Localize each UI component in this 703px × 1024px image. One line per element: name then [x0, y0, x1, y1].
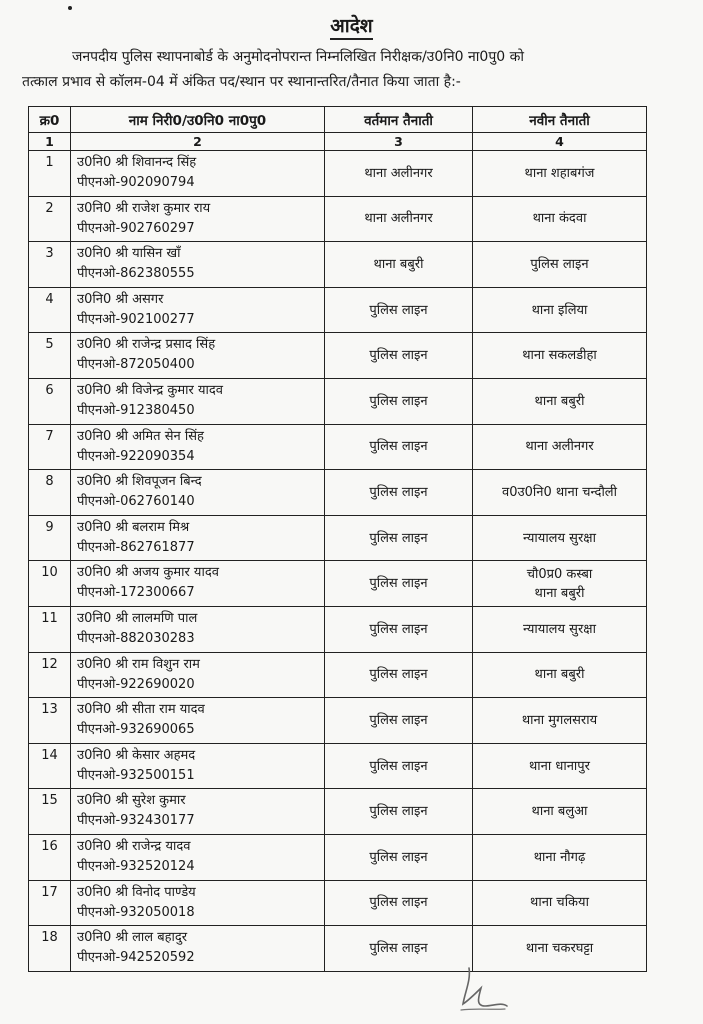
- current-posting-cell: पुलिस लाइन: [325, 789, 473, 835]
- serial-cell: 3: [29, 242, 71, 288]
- new-posting-cell: [473, 789, 647, 835]
- document-title: [0, 12, 703, 38]
- officer-pno: पीएनओ-902100277: [77, 311, 195, 327]
- table-body: [29, 151, 647, 972]
- column-number-2: 2: [71, 133, 325, 151]
- officer-cell: [71, 880, 325, 926]
- current-posting-cell: पुलिस लाइन: [325, 834, 473, 880]
- new-posting-line-1: थाना चकिया: [530, 895, 589, 911]
- new-posting-line-1: थाना कंदवा: [532, 211, 587, 227]
- table-row: [29, 926, 647, 972]
- serial-cell: 11: [29, 606, 71, 652]
- new-posting-line-1: पुलिस लाइन: [530, 256, 589, 272]
- new-posting-cell: [473, 515, 647, 561]
- new-posting-cell: [473, 470, 647, 516]
- table-row: [29, 652, 647, 698]
- current-posting-cell: पुलिस लाइन: [325, 926, 473, 972]
- intro-line-1: जनपदीय पुलिस स्थापनाबोर्ड के अनुमोदनोपरान्त निम्नलिखित निरीक्षक/उ0नि0 ना0पु0 को: [72, 49, 524, 65]
- serial-cell: 17: [29, 880, 71, 926]
- officer-cell: [71, 515, 325, 561]
- officer-pno: पीएनओ-882030283: [77, 630, 195, 646]
- serial-cell: 16: [29, 834, 71, 880]
- table-row: [29, 606, 647, 652]
- new-posting-cell: [473, 834, 647, 880]
- current-posting-cell: पुलिस लाइन: [325, 606, 473, 652]
- officer-pno: पीएनओ-932520124: [77, 858, 195, 874]
- officer-name: उ0नि0 श्री केसार अहमद: [77, 747, 196, 763]
- officer-pno: पीएनओ-912380450: [77, 402, 195, 418]
- officer-pno: पीएनओ-942520592: [77, 950, 195, 966]
- header-name: नाम निरी0/उ0नि0 ना0पु0: [71, 107, 325, 133]
- table-row: [29, 333, 647, 379]
- table-row: [29, 515, 647, 561]
- serial-cell: 5: [29, 333, 71, 379]
- new-posting-cell: [473, 880, 647, 926]
- officer-cell: [71, 242, 325, 288]
- column-number-1: 1: [29, 133, 71, 151]
- new-posting-cell: [473, 561, 647, 607]
- officer-name: उ0नि0 श्री अजय कुमार यादव: [77, 565, 219, 581]
- officer-name: उ0नि0 श्री अमित सेन सिंह: [77, 428, 204, 444]
- current-posting-cell: पुलिस लाइन: [325, 743, 473, 789]
- new-posting-line-1: थाना मुगलसराय: [521, 712, 598, 728]
- officer-name: उ0नि0 श्री यासिन खाँ: [77, 246, 181, 262]
- current-posting-cell: पुलिस लाइन: [325, 880, 473, 926]
- current-posting-cell: थाना बबुरी: [325, 242, 473, 288]
- officer-name: उ0नि0 श्री विजेन्द्र कुमार यादव: [77, 382, 223, 398]
- serial-cell: 2: [29, 196, 71, 242]
- new-posting-cell: [473, 378, 647, 424]
- new-posting-cell: [473, 196, 647, 242]
- serial-cell: 15: [29, 789, 71, 835]
- officer-cell: [71, 652, 325, 698]
- current-posting-cell: पुलिस लाइन: [325, 698, 473, 744]
- intro-line-2: तत्काल प्रभाव से कॉलम-04 में अंकित पद/स्थान पर स्थानान्तरित/तैनात किया जाता है:-: [22, 74, 461, 90]
- new-posting-line-1: थाना नौगढ़: [533, 849, 586, 865]
- officer-pno: पीएनओ-932690065: [77, 722, 195, 738]
- current-posting-cell: पुलिस लाइन: [325, 287, 473, 333]
- new-posting-line-1: थाना अलीनगर: [525, 439, 594, 455]
- officer-name: उ0नि0 श्री बलराम मिश्र: [77, 519, 190, 535]
- signature-mark: [455, 962, 515, 1017]
- officer-name: उ0नि0 श्री लालमणि पाल: [77, 610, 198, 626]
- officer-name: उ0नि0 श्री सुरेश कुमार: [77, 793, 186, 809]
- officer-cell: [71, 834, 325, 880]
- table-row: [29, 561, 647, 607]
- new-posting-cell: [473, 333, 647, 379]
- column-number-4: 4: [473, 133, 647, 151]
- officer-pno: पीएनओ-902090794: [77, 175, 195, 190]
- officer-cell: [71, 561, 325, 607]
- current-posting-cell: पुलिस लाइन: [325, 561, 473, 607]
- table-row: [29, 470, 647, 516]
- table-row: [29, 698, 647, 744]
- new-posting-line-1: व0उ0नि0 थाना चन्दौली: [502, 484, 617, 500]
- officer-cell: [71, 287, 325, 333]
- current-posting-cell: पुलिस लाइन: [325, 652, 473, 698]
- serial-cell: 1: [29, 151, 71, 197]
- officer-pno: पीएनओ-932050018: [77, 904, 195, 920]
- header-serial: क्र0: [29, 107, 71, 133]
- table-row: [29, 378, 647, 424]
- transfer-table: [28, 106, 647, 972]
- officer-pno: पीएनओ-922090354: [77, 448, 195, 464]
- new-posting-line-1: चौ0प्र0 कस्बा: [526, 566, 593, 582]
- officer-cell: [71, 151, 325, 197]
- officer-pno: पीएनओ-932430177: [77, 813, 195, 829]
- officer-name: उ0नि0 श्री शिवपूजन बिन्द: [77, 474, 202, 490]
- new-posting-line-1: थाना इलिया: [531, 302, 588, 318]
- table-row: [29, 743, 647, 789]
- serial-cell: 6: [29, 378, 71, 424]
- officer-pno: पीएनओ-922690020: [77, 676, 195, 692]
- officer-cell: [71, 333, 325, 379]
- officer-cell: [71, 698, 325, 744]
- officer-cell: [71, 606, 325, 652]
- new-posting-line-1: थाना बलुआ: [531, 804, 588, 820]
- officer-name: उ0नि0 श्री असगर: [77, 291, 164, 307]
- table-row: [29, 834, 647, 880]
- new-posting-cell: [473, 652, 647, 698]
- current-posting-cell: पुलिस लाइन: [325, 378, 473, 424]
- officer-name: उ0नि0 श्री लाल बहादुर: [77, 930, 188, 946]
- current-posting-cell: पुलिस लाइन: [325, 333, 473, 379]
- serial-cell: 7: [29, 424, 71, 470]
- officer-pno: पीएनओ-172300667: [77, 585, 195, 601]
- serial-cell: 13: [29, 698, 71, 744]
- officer-name: उ0नि0 श्री राजेन्द्र प्रसाद सिंह: [77, 337, 216, 353]
- new-posting-cell: [473, 287, 647, 333]
- new-posting-cell: [473, 242, 647, 288]
- title-text: आदेश: [330, 15, 372, 40]
- column-number-row: [29, 133, 647, 151]
- officer-pno: पीएनओ-862761877: [77, 539, 195, 555]
- officer-name: उ0नि0 श्री विनोद पाण्डेय: [77, 884, 196, 900]
- serial-cell: 12: [29, 652, 71, 698]
- officer-name: उ0नि0 श्री राम विशुन राम: [77, 656, 200, 672]
- table-row: [29, 880, 647, 926]
- table-row: [29, 196, 647, 242]
- officer-pno: पीएनओ-872050400: [77, 357, 195, 373]
- serial-cell: 14: [29, 743, 71, 789]
- table-row: [29, 151, 647, 197]
- header-current-posting: वर्तमान तैनाती: [325, 107, 473, 133]
- serial-cell: 10: [29, 561, 71, 607]
- serial-cell: 18: [29, 926, 71, 972]
- officer-cell: [71, 424, 325, 470]
- new-posting-cell: [473, 698, 647, 744]
- officer-pno: पीएनओ-932500151: [77, 767, 195, 783]
- new-posting-cell: [473, 424, 647, 470]
- current-posting-cell: थाना अलीनगर: [325, 196, 473, 242]
- officer-cell: [71, 470, 325, 516]
- current-posting-cell: पुलिस लाइन: [325, 515, 473, 561]
- officer-cell: [71, 378, 325, 424]
- officer-name: उ0नि0 श्री शिवानन्द सिंह: [77, 155, 197, 170]
- new-posting-line-1: न्यायालय सुरक्षा: [523, 530, 596, 546]
- new-posting-line-1: थाना धानापुर: [528, 758, 591, 774]
- table-row: [29, 424, 647, 470]
- new-posting-line-1: थाना बबुरी: [534, 667, 585, 683]
- serial-cell: 4: [29, 287, 71, 333]
- new-posting-line-1: थाना बबुरी: [534, 393, 585, 409]
- table-row: [29, 789, 647, 835]
- table-row: [29, 242, 647, 288]
- serial-cell: 8: [29, 470, 71, 516]
- officer-pno: पीएनओ-902760297: [77, 220, 195, 236]
- new-posting-line-1: थाना चकरघट्टा: [525, 940, 594, 956]
- new-posting-line-1: न्यायालय सुरक्षा: [523, 621, 596, 637]
- officer-cell: [71, 926, 325, 972]
- header-new-posting: नवीन तैनाती: [473, 107, 647, 133]
- current-posting-cell: पुलिस लाइन: [325, 424, 473, 470]
- new-posting-cell: [473, 743, 647, 789]
- new-posting-line-2: थाना बबुरी: [534, 585, 585, 601]
- officer-cell: [71, 743, 325, 789]
- serial-cell: 9: [29, 515, 71, 561]
- officer-name: उ0नि0 श्री राजेन्द्र यादव: [77, 838, 191, 854]
- officer-cell: [71, 196, 325, 242]
- officer-pno: पीएनओ-062760140: [77, 494, 195, 510]
- current-posting-cell: थाना अलीनगर: [325, 151, 473, 197]
- officer-pno: पीएनओ-862380555: [77, 266, 195, 282]
- column-number-3: 3: [325, 133, 473, 151]
- new-posting-line-1: थाना शहाबगंज: [524, 165, 595, 181]
- new-posting-cell: [473, 151, 647, 197]
- officer-name: उ0नि0 श्री सीता राम यादव: [77, 702, 205, 718]
- current-posting-cell: पुलिस लाइन: [325, 470, 473, 516]
- new-posting-cell: [473, 606, 647, 652]
- ink-dot: [68, 6, 72, 10]
- header-row: [29, 107, 647, 133]
- new-posting-line-1: थाना सकलडीहा: [522, 348, 597, 364]
- officer-cell: [71, 789, 325, 835]
- table-row: [29, 287, 647, 333]
- officer-name: उ0नि0 श्री राजेश कुमार राय: [77, 200, 211, 216]
